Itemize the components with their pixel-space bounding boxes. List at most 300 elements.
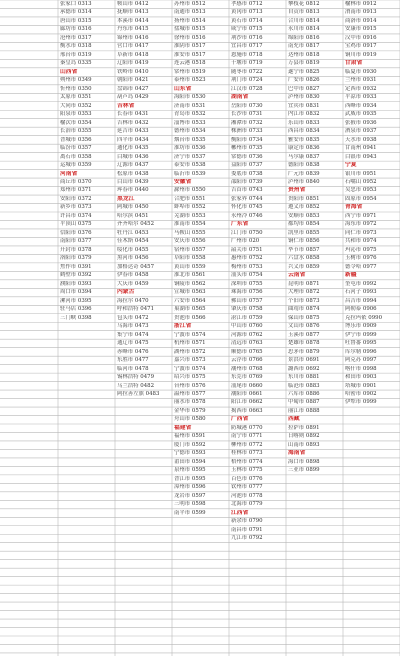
city-code-cell: 徐州市 0516 <box>174 34 206 41</box>
city-code-cell: 包头市 0472 <box>117 314 149 321</box>
city-code-cell: 龙岩市 0597 <box>174 492 206 499</box>
city-code-cell: 扬州市 0514 <box>174 17 206 24</box>
province-heading: 贵州省 <box>288 187 306 194</box>
city-code-cell: 三门峡 0398 <box>60 314 92 321</box>
city-code-cell: 鞍山市 0412 <box>117 0 149 7</box>
city-code-cell: 昆明市 0871 <box>288 280 320 287</box>
city-code-cell: 晋江市 0595 <box>174 475 206 482</box>
city-code-cell: 阜阳市 0558 <box>174 255 206 262</box>
city-code-cell: 厦门市 0592 <box>174 441 206 448</box>
city-code-cell: 定西市 0932 <box>345 85 377 92</box>
city-code-cell: 衡阳市 0734 <box>231 136 263 143</box>
city-code-cell: 唐山市 0315 <box>60 17 92 24</box>
city-code-cell: 泰州市 0523 <box>174 77 206 84</box>
province-heading: 青海省 <box>345 204 363 211</box>
city-code-cell: 阿克苏 0997 <box>345 357 377 364</box>
city-code-cell: 阜新市 0418 <box>117 51 149 58</box>
city-code-cell: 离石市 0358 <box>60 153 92 160</box>
city-code-cell: 中山市 0760 <box>231 323 263 330</box>
province-heading: 广西省 <box>231 416 249 423</box>
city-code-cell: 朔州市 0349 <box>60 77 92 84</box>
city-code-cell: 铁岭市 0410 <box>117 68 149 75</box>
province-heading: 吉林省 <box>117 102 135 109</box>
city-code-cell: 宁波市 0574 <box>174 331 206 338</box>
city-code-cell: 福州市 0591 <box>174 433 206 440</box>
city-code-cell: 共和市 0974 <box>345 238 377 245</box>
city-code-cell: 银川市 0951 <box>345 170 377 177</box>
city-code-cell: 东川市 0881 <box>288 374 320 381</box>
city-code-cell: 牡丹江 0453 <box>117 229 149 236</box>
city-code-cell: 保山市 0875 <box>288 314 320 321</box>
city-code-cell: 达州市 0818 <box>288 51 320 58</box>
city-code-cell: 塔城市 0901 <box>345 382 377 389</box>
city-code-cell: 六安市 0564 <box>174 297 206 304</box>
city-code-cell: 安阳市 0372 <box>60 195 92 202</box>
city-code-cell: 榆林市 0912 <box>345 0 377 7</box>
city-code-cell: 日喀则 0892 <box>288 433 320 440</box>
city-code-cell: 奎屯市 0992 <box>345 280 377 287</box>
city-code-cell: 长治市 0355 <box>60 128 92 135</box>
city-code-cell: 自贡市 0813 <box>288 9 320 16</box>
city-code-cell: 阿城市 0450 <box>117 204 149 211</box>
city-code-cell: 平凉市 0933 <box>345 94 377 101</box>
city-code-cell: 泸州市 0830 <box>288 94 320 101</box>
city-code-cell: 濮阳市 0393 <box>60 280 92 287</box>
city-code-cell: 衡水市 0318 <box>60 43 92 50</box>
province-heading: 甘肃省 <box>345 60 363 67</box>
city-code-cell: 伊犁市 0999 <box>345 399 377 406</box>
city-code-cell: 文山市 0876 <box>288 323 320 330</box>
city-code-cell: 开封市 0378 <box>60 246 92 253</box>
city-code-cell: 北海市 0779 <box>231 501 263 508</box>
city-code-cell: 固原市 0954 <box>345 195 377 202</box>
city-code-cell: 贵阳市 0851 <box>288 195 320 202</box>
city-code-cell: 南平市 0599 <box>174 509 206 516</box>
city-code-cell: 广州市 020 <box>231 238 260 245</box>
city-code-cell: 泰安市 0538 <box>174 162 206 169</box>
city-code-cell: 张家口 0313 <box>60 0 92 7</box>
city-code-cell: 铜川市 0919 <box>345 51 377 58</box>
city-code-cell: 临汾市 0357 <box>60 145 92 152</box>
city-code-cell: 常德市 0736 <box>231 153 263 160</box>
city-code-cell: 揭西市 0663 <box>231 407 263 414</box>
city-code-cell: 阿拉善左旗 0483 <box>117 390 160 397</box>
city-code-cell: 石嘴山 0952 <box>345 178 377 185</box>
city-code-cell: 吉林市 0432 <box>117 119 149 126</box>
city-code-cell: 合肥市 0551 <box>174 195 206 202</box>
city-code-cell: 承德市 0314 <box>60 9 92 16</box>
city-code-cell: 郴州市 0735 <box>231 145 263 152</box>
city-code-cell: 康定市 0836 <box>288 145 320 152</box>
city-code-cell: 常州市 0519 <box>174 68 206 75</box>
city-code-cell: 河源市 0762 <box>231 331 263 338</box>
city-code-cell: 哈尔滨 0451 <box>117 212 149 219</box>
city-code-cell: 淮坊市 0536 <box>174 145 206 152</box>
city-code-cell: 延吉市 0433 <box>117 128 149 135</box>
city-code-cell: 芜湖市 0553 <box>174 212 206 219</box>
city-code-cell: 雅安市 0835 <box>288 136 320 143</box>
city-code-cell: 葫芦岛 0429 <box>117 94 149 101</box>
city-code-cell: 喀什市 0998 <box>345 365 377 372</box>
city-code-cell: 德州市 0534 <box>174 128 206 135</box>
city-code-cell: 锡林浩特 0479 <box>117 374 154 381</box>
city-code-cell: 南昌市 0791 <box>231 526 263 533</box>
city-code-cell: 大同市 0352 <box>60 102 92 109</box>
city-code-cell: 海阳市 0530 <box>174 94 206 101</box>
city-code-cell: 驻马店 0396 <box>60 306 92 313</box>
city-code-cell: 济南市 0531 <box>174 102 206 109</box>
city-code-cell: 盐城市 0515 <box>174 26 206 33</box>
city-code-cell: 晋城市 0356 <box>60 136 92 143</box>
city-code-cell: 宝鸡市 0917 <box>345 43 377 50</box>
city-code-cell: 梅州市 0753 <box>231 263 263 270</box>
city-code-cell: 益阳市 0737 <box>231 162 263 169</box>
city-code-cell: 遵义市 0852 <box>288 204 320 211</box>
city-code-cell: 张家界 0744 <box>231 195 263 202</box>
city-code-cell: 连云港 0518 <box>174 60 206 67</box>
province-heading: 黑龙江 <box>117 195 135 202</box>
city-code-cell: 吐鲁番 0995 <box>345 340 377 347</box>
city-code-cell: 百色市 0776 <box>231 475 263 482</box>
city-code-cell: 青岛市 0532 <box>174 111 206 118</box>
city-code-cell: 朝阳市 0421 <box>117 77 149 84</box>
city-code-cell: 松原市 0438 <box>117 170 149 177</box>
city-code-cell: 丽江市 0888 <box>288 407 320 414</box>
city-code-cell: 抚顺市 0413 <box>117 9 149 16</box>
province-heading: 云南省 <box>288 272 306 279</box>
city-code-cell: 佳木斯 0454 <box>117 238 149 245</box>
city-code-cell: 加格达奇 0457 <box>117 263 154 270</box>
city-code-cell: 咸宁市 0715 <box>231 26 263 33</box>
city-code-cell: 酒泉市 0937 <box>345 128 377 135</box>
city-code-cell: 阳泉市 0353 <box>60 111 92 118</box>
city-code-cell: 舟山市 0580 <box>174 416 206 423</box>
city-code-cell: 宁德市 0593 <box>174 450 206 457</box>
city-code-cell: 个旧市 0873 <box>288 297 320 304</box>
city-code-cell: 宜昌市 0717 <box>231 43 263 50</box>
province-heading: 山东省 <box>174 85 192 92</box>
city-code-cell: 荆门市 0724 <box>231 77 263 84</box>
city-code-cell: 营口市 0417 <box>117 43 149 50</box>
city-code-cell: 潮阳市 0661 <box>231 390 263 397</box>
city-code-cell: 玉溪市 0877 <box>288 331 320 338</box>
city-code-cell: 邢台市 0319 <box>60 51 92 58</box>
city-code-cell: 昌吉市 0994 <box>345 297 377 304</box>
city-code-cell: 新乡市 0373 <box>60 204 92 211</box>
city-code-cell: 临河市 0478 <box>117 365 149 372</box>
city-code-cell: 凯里市 0855 <box>288 229 320 236</box>
city-code-cell: 河池市 0778 <box>231 492 263 499</box>
city-code-cell: 乌海市 0473 <box>117 323 149 330</box>
city-code-cell: 淮南市 0554 <box>174 221 206 228</box>
city-code-cell: 嘉兴市 0573 <box>174 357 206 364</box>
city-code-cell: 三亚市 0899 <box>288 467 320 474</box>
city-code-cell: 泉州市 0595 <box>174 467 206 474</box>
city-code-cell: 贵池市 0566 <box>174 314 206 321</box>
city-code-cell: 珲春市 0440 <box>117 187 149 194</box>
city-code-cell: 清远市 0763 <box>231 340 263 347</box>
city-code-cell: 怀化市 0745 <box>231 204 263 211</box>
city-code-cell: 四平市 0434 <box>117 136 149 143</box>
city-code-cell: 蚌埠市 0552 <box>174 204 206 211</box>
city-code-cell: 德令哈 0977 <box>345 263 377 270</box>
city-code-cell: 榆次市 0354 <box>60 119 92 126</box>
city-code-cell: 深圳市 0755 <box>231 280 263 287</box>
city-code-cell: 盘锦市 0427 <box>117 85 149 92</box>
city-code-cell: 潮州市 0768 <box>231 365 263 372</box>
city-code-cell: 锦州市 0416 <box>117 34 149 41</box>
city-code-cell: 运城市 0359 <box>60 162 92 169</box>
city-code-cell: 通辽市 0475 <box>117 340 149 347</box>
city-code-cell: 安康市 0915 <box>345 26 377 33</box>
province-heading: 河南省 <box>60 170 78 177</box>
city-code-cell: 兰州市 0931 <box>345 77 377 84</box>
province-heading: 内蒙古 <box>117 289 135 296</box>
city-code-cell: 巴中市 0827 <box>288 85 320 92</box>
province-heading: 西藏 <box>288 416 300 423</box>
city-code-cell: 南阳市 0377 <box>60 238 92 245</box>
city-code-cell: 马鞍山 0555 <box>174 229 206 236</box>
city-code-cell: 西宁市 0971 <box>345 212 377 219</box>
city-code-cell: 淮北市 0561 <box>174 272 206 279</box>
city-code-cell: 商丘市 0370 <box>60 178 92 185</box>
city-code-cell: 长沙市 0731 <box>231 111 263 118</box>
city-code-cell: 本溪市 0414 <box>117 17 149 24</box>
city-code-cell: 台州市 0576 <box>174 382 206 389</box>
city-code-cell: 平顶山 0375 <box>60 221 92 228</box>
city-code-cell: 乐山市 0833 <box>288 119 320 126</box>
city-code-cell: 宁波市 0574 <box>174 365 206 372</box>
city-code-cell: 苏州市 0512 <box>174 0 206 7</box>
city-code-cell: 临沧市 0883 <box>288 382 320 389</box>
province-heading: 宁夏 <box>345 162 357 169</box>
city-code-cell: 绥化市 0455 <box>117 246 149 253</box>
city-code-cell: 玉林市 0775 <box>231 467 263 474</box>
city-code-cell: 金华市 0579 <box>174 407 206 414</box>
city-code-cell: 毕节市 0857 <box>288 246 320 253</box>
city-code-cell: 长春市 0431 <box>117 111 149 118</box>
city-code-cell: 许昌市 0374 <box>60 212 92 219</box>
city-code-cell: 顺德市 0765 <box>231 348 263 355</box>
city-code-cell: 张掖市 0936 <box>345 119 377 126</box>
city-code-cell: 杭州市 0571 <box>174 340 206 347</box>
city-code-cell: 库尔勒 0996 <box>345 348 377 355</box>
city-code-cell: 鹤壁市 0392 <box>60 272 92 279</box>
city-code-cell: 滁州市 0550 <box>174 187 206 194</box>
province-heading: 江西省 <box>231 509 249 516</box>
city-code-cell: 吉首市 0743 <box>231 187 263 194</box>
province-heading: 广东省 <box>231 221 249 228</box>
city-code-cell: 吴忠市 0953 <box>345 187 377 194</box>
city-code-cell: 哈密市 0902 <box>345 390 377 397</box>
city-code-cell: 绵阳市 0816 <box>288 34 320 41</box>
province-heading: 海南省 <box>288 450 306 457</box>
city-code-cell: 丽水市 0578 <box>174 399 206 406</box>
city-code-cell: 德阳市 0838 <box>288 162 320 169</box>
city-code-cell: 六盘水 0858 <box>288 255 320 262</box>
city-code-cell: 海拉尔 0470 <box>117 297 149 304</box>
province-heading: 浙江省 <box>174 323 192 330</box>
city-code-cell: 沧州市 0317 <box>60 34 92 41</box>
city-code-cell: 宣城市 0563 <box>174 289 206 296</box>
city-code-cell: 九江市 0792 <box>231 535 263 542</box>
city-code-cell: 潞西市 0692 <box>288 365 320 372</box>
city-code-cell: 阳江市 0662 <box>231 399 263 406</box>
city-code-cell: 洛阳市 0379 <box>60 255 92 262</box>
city-code-cell: 江汉市 0728 <box>231 85 263 92</box>
province-heading: 福建省 <box>174 424 192 431</box>
city-code-cell: 海东市 0972 <box>345 221 377 228</box>
city-code-cell: 合川市 0814 <box>288 17 320 24</box>
city-code-cell: 温州市 0577 <box>174 390 206 397</box>
city-code-cell: 六库市 0886 <box>288 390 320 397</box>
city-code-cell: 丹东市 0415 <box>117 26 149 33</box>
city-code-cell: 漳州市 0596 <box>174 484 206 491</box>
city-code-cell: 宜宾市 0831 <box>288 102 320 109</box>
city-code-cell: 岳阳市 0730 <box>231 102 263 109</box>
city-code-cell: 汉中市 0916 <box>345 34 377 41</box>
city-code-cell: 同仁市 0973 <box>345 229 377 236</box>
city-code-cell: 玉树市 0976 <box>345 255 377 262</box>
city-code-cell: 临夏市 0930 <box>345 68 377 75</box>
city-code-cell: 克拉玛依 0990 <box>345 314 382 321</box>
city-code-cell: 黄石市 0714 <box>231 17 263 24</box>
city-code-cell: 汕头市 0754 <box>231 272 263 279</box>
city-code-cell: 广元市 0839 <box>288 170 320 177</box>
city-code-cell: 永州冷 0746 <box>231 212 263 219</box>
city-code-cell: 甘南州 0941 <box>345 145 377 152</box>
city-code-cell: 呼和浩特 0471 <box>117 306 154 313</box>
city-code-cell: 阿勒泰 0906 <box>345 306 377 313</box>
city-code-cell: 白银市 0943 <box>345 153 377 160</box>
city-code-cell: 云浮市 0766 <box>231 357 263 364</box>
city-code-cell: 梧州市 0774 <box>231 458 263 465</box>
city-code-cell: 肇庆市 0758 <box>231 306 263 313</box>
city-code-cell: 邵阳市 0739 <box>231 178 263 185</box>
city-code-cell: 湖州市 0572 <box>174 348 206 355</box>
city-code-cell: 韶关市 0751 <box>231 246 263 253</box>
city-code-cell: 防城港 0770 <box>231 424 263 431</box>
city-code-cell: 广安市 0826 <box>288 77 320 84</box>
city-code-cell: 伊春市 0458 <box>117 272 149 279</box>
city-code-cell: 通化市 0435 <box>117 145 149 152</box>
city-code-cell: 淮安市 0517 <box>174 51 206 58</box>
city-code-cell: 西峰市 0934 <box>345 102 377 109</box>
city-code-cell: 湛江市 0759 <box>231 314 263 321</box>
city-code-cell: 廊坊市 0316 <box>60 26 92 33</box>
city-code-cell: 思茅市 0879 <box>288 348 320 355</box>
city-code-cell: 黄冈市 0713 <box>231 9 263 16</box>
city-code-cell: 攀枝花 0812 <box>288 0 320 7</box>
city-code-cell: 珠海市 0756 <box>231 289 263 296</box>
city-code-cell: 赤峰市 0476 <box>117 348 149 355</box>
city-code-cell: 随枣市 0722 <box>231 68 263 75</box>
city-code-cell: 齐齐哈尔 0452 <box>117 221 154 228</box>
city-code-cell: 太原市 0351 <box>60 94 92 101</box>
city-code-cell: 集宁市 0474 <box>117 331 149 338</box>
city-code-cell: 汕尾市 0660 <box>231 382 263 389</box>
city-code-cell: 石河子 0993 <box>345 289 377 296</box>
city-code-cell: 大庆市 0459 <box>117 280 149 287</box>
city-code-cell: 济宁市 0537 <box>174 153 206 160</box>
city-code-cell: 佛山市 0757 <box>231 297 263 304</box>
city-code-cell: 都均市 0854 <box>288 221 320 228</box>
city-code-cell: 焦作市 0391 <box>60 263 92 270</box>
city-code-cell: 绍兴市 0575 <box>174 374 206 381</box>
city-code-cell: 株洲市 0733 <box>231 128 263 135</box>
province-heading: 安徽省 <box>174 178 192 185</box>
city-code-cell: 桂林市 0773 <box>231 450 263 457</box>
city-code-cell: 遂宁市 0825 <box>288 68 320 75</box>
city-code-cell: 钦州市 0777 <box>231 484 263 491</box>
city-code-cell: 铜仁市 0856 <box>288 238 320 245</box>
city-code-cell: 内江市 0832 <box>288 111 320 118</box>
city-code-cell: 辽阳市 0419 <box>117 60 149 67</box>
province-heading: 新疆 <box>345 272 357 279</box>
city-code-cell: 兴义市 0859 <box>288 263 320 270</box>
city-code-cell: 恩施市 0718 <box>231 51 263 58</box>
city-code-cell: 拉萨市 0891 <box>288 424 320 431</box>
city-code-cell: 安顺市 0853 <box>288 212 320 219</box>
city-code-cell: 南宁市 0771 <box>231 433 263 440</box>
city-code-cell: 新余市 0790 <box>231 518 263 525</box>
city-code-cell: 东莞市 0769 <box>231 374 263 381</box>
province-heading: 湖南省 <box>231 94 249 101</box>
city-code-cell: 信阳市 0376 <box>60 229 92 236</box>
city-code-cell: 秦皇岛 0335 <box>60 60 92 67</box>
province-heading: 山西省 <box>60 68 78 75</box>
city-code-cell: 天水市 0938 <box>345 136 377 143</box>
city-code-cell: 博乐市 0909 <box>345 323 377 330</box>
city-code-cell: 柳州市 0772 <box>231 441 263 448</box>
city-code-cell: 南通市 0513 <box>174 9 206 16</box>
city-code-cell: 三明市 0598 <box>174 501 206 508</box>
city-code-cell: 景洪市 0691 <box>288 357 320 364</box>
city-code-cell: 周口市 0394 <box>60 289 92 296</box>
city-code-cell: 孝感市 0712 <box>231 0 263 7</box>
city-code-cell: 乌兰浩特 0482 <box>117 382 154 389</box>
city-code-cell: 郑州市 0371 <box>60 187 92 194</box>
city-code-cell: 淮阴市 0517 <box>174 43 206 50</box>
city-code-cell: 巢湖市 0565 <box>174 306 206 313</box>
city-code-cell: 铜陵市 0562 <box>174 280 206 287</box>
city-code-cell: 南充市 0817 <box>288 43 320 50</box>
city-code-cell: 临沂市 0539 <box>174 170 206 177</box>
city-code-cell: 万县市 0819 <box>288 60 320 67</box>
city-code-cell: 东胜市 0477 <box>117 357 149 364</box>
city-code-cell: 海口市 0898 <box>288 458 320 465</box>
city-code-cell: 伊宁市 0999 <box>345 331 377 338</box>
city-code-cell: 渭南市 0913 <box>345 9 377 16</box>
city-code-cell: 莆田市 0594 <box>174 458 206 465</box>
city-code-cell: 马尔康 0837 <box>288 153 320 160</box>
city-code-cell: 漯河市 0395 <box>60 297 92 304</box>
city-code-cell: 泸州市 0840 <box>288 178 320 185</box>
city-code-cell: 西昌市 0834 <box>288 128 320 135</box>
city-code-cell: 山南市 0893 <box>288 441 320 448</box>
city-code-cell: 楚雄市 0878 <box>288 340 320 347</box>
city-code-cell: 白城市 0436 <box>117 153 149 160</box>
city-code-cell: 淄博市 0533 <box>174 119 206 126</box>
city-code-cell: 娄底市 0738 <box>231 170 263 177</box>
city-code-cell: 曲靖市 0874 <box>288 306 320 313</box>
city-code-cell: 惠州市 0752 <box>231 255 263 262</box>
city-code-cell: 武威市 0935 <box>345 111 377 118</box>
city-code-cell: 大理市 0872 <box>288 289 320 296</box>
city-code-cell: 十堰市 0719 <box>231 60 263 67</box>
city-code-cell: 白山市 0439 <box>117 178 149 185</box>
city-code-cell: 中甸市 0887 <box>288 399 320 406</box>
